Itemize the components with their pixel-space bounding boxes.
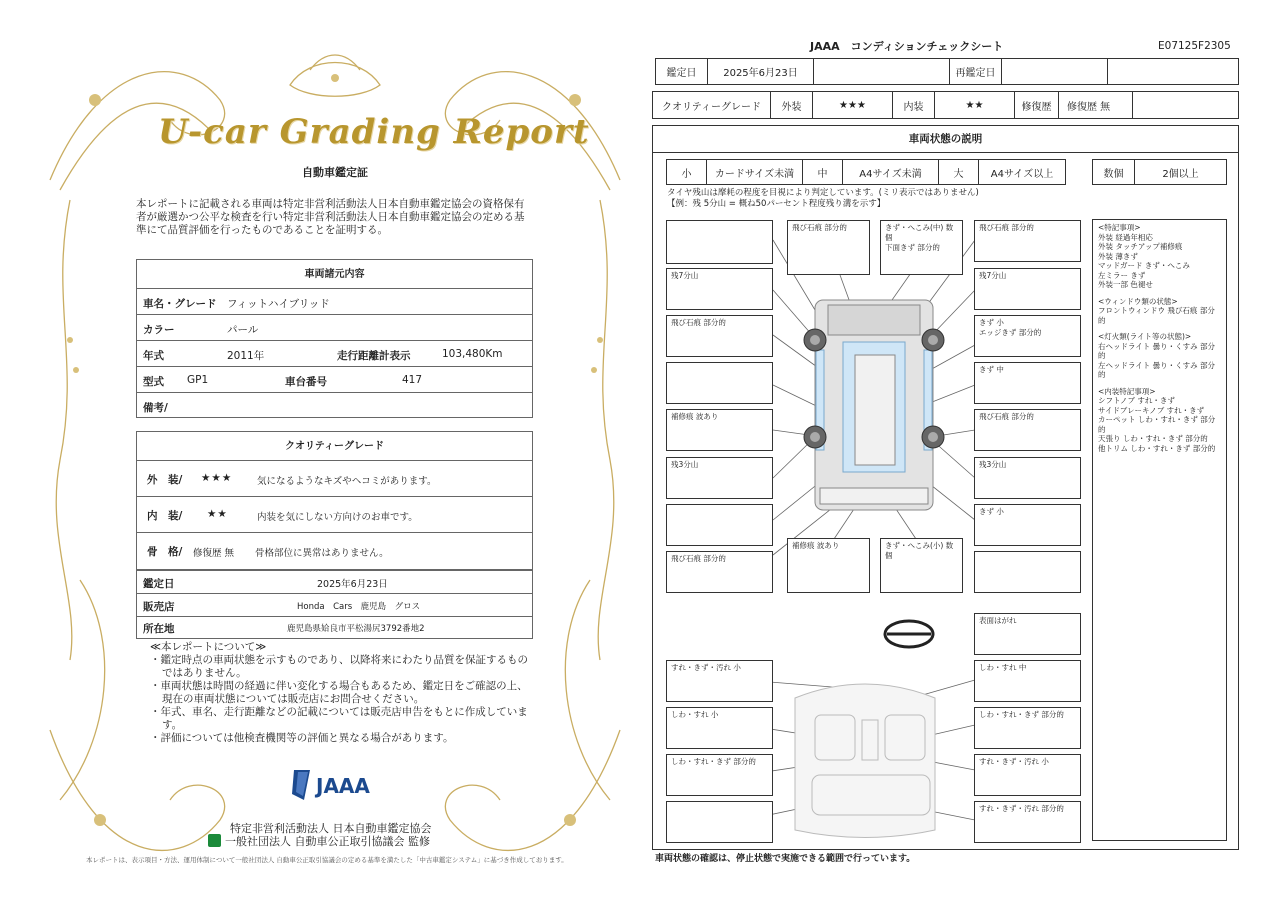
damage-box [974, 551, 1081, 593]
damage-box: 補修痕 波あり [666, 409, 773, 451]
spec-row-remarks [137, 393, 532, 417]
size-medium: 中 [803, 160, 843, 184]
sheet-title: JAAA コンディションチェックシート [810, 40, 1004, 53]
damage-box: 飛び石痕 部分的 [787, 220, 870, 275]
special-heading: <内装特記事項> [1098, 386, 1156, 396]
inspection-date-value: 2025年6月23日 [317, 579, 388, 590]
size-large: 大 [939, 160, 979, 184]
size-small: 小 [667, 160, 707, 184]
size-medium-desc: A4サイズ未満 [843, 160, 939, 184]
interior-box: すれ・きず・汚れ 小 [974, 754, 1081, 796]
special-item: マッドガード きず・へこみ [1098, 261, 1190, 270]
exterior-stars: ★★★ [201, 472, 233, 484]
note-item: ・評価については他検査機関等の評価と異なる場合があります。 [150, 732, 454, 744]
damage-box [666, 362, 773, 404]
count-legend [1092, 159, 1227, 185]
special-item: 外装 薄きず [1098, 251, 1138, 261]
jaaa-logo-text: JAAA [316, 774, 370, 798]
inspection-date-row [655, 58, 1239, 85]
chassis-label: 車台番号 [285, 376, 327, 388]
special-item: サイドブレーキノブ すれ・きず [1098, 405, 1205, 415]
note-item: ・年式、車名、走行距離などの記載については販売店申告をもとに作成しています。 [150, 706, 528, 731]
damage-box: 飛び石痕 部分的 [974, 409, 1081, 451]
damage-box [666, 220, 773, 264]
special-item: フロントウィンドウ 飛び石痕 部分的 [1098, 306, 1215, 325]
supervisor-text: 一般社団法人 自動車公正取引協議会 監修 [225, 835, 430, 848]
spec-row-color [137, 315, 532, 341]
exterior-label: 外装 [771, 92, 813, 118]
info-row-dealer [137, 594, 532, 617]
jaaa-logo-icon [290, 768, 314, 802]
year-label: 年式 [143, 350, 164, 362]
special-item: 左ヘッドライト 曇り・くすみ 部分的 [1098, 360, 1216, 379]
special-heading: <灯火類(ライト等の状態)> [1098, 332, 1192, 341]
frame-label: 骨 格/ [147, 546, 183, 558]
chassis-value: 417 [402, 374, 423, 386]
special-item: 天張り しわ・すれ・きず 部分的 [1098, 434, 1208, 443]
exterior-text: 気になるようなキズやヘコミがあります。 [257, 476, 437, 487]
special-item: 左ミラー きず [1098, 270, 1146, 280]
tyre-box-rear-right: 残3分山 [974, 457, 1081, 499]
damage-box [666, 504, 773, 546]
repair-label: 修復歴 [1015, 92, 1059, 118]
interior-box: すれ・きず・汚れ 部分的 [974, 801, 1081, 843]
color-label: カラー [143, 324, 175, 336]
tyre-box-rear-left: 残3分山 [666, 457, 773, 499]
note-item: ・鑑定時点の車両状態を示すものであり、以降将来にわたり品質を保証するものではありません。 [150, 654, 528, 679]
damage-box: 飛び石痕 部分的 [974, 220, 1081, 262]
interior-stars: ★★ [207, 508, 228, 520]
tyre-note-line2: 【例：残 5分山 = 概ね50パーセント程度残り溝を示す】 [667, 199, 886, 209]
color-value: パール [227, 324, 259, 336]
note-item: ・車両状態は時間の経過に伴い変化する場合もあるため、鑑定日をご確認の上、現在の車両状態については販売店にお問合せください。 [150, 680, 528, 705]
tyre-note [667, 188, 979, 210]
notes-title: ≪本レポートについて≫ [150, 641, 267, 653]
interior-stars: ★★ [935, 92, 1015, 118]
quality-label: クオリティーグレード [653, 92, 771, 118]
sheet-bottom-note: 車両状態の確認は、停止状態で実施できる範囲で行っています。 [655, 854, 916, 864]
info-row-date [137, 571, 532, 594]
grade-row-exterior [137, 461, 532, 497]
damage-box: 補修痕 波あり [787, 538, 870, 593]
report-notes [150, 641, 530, 745]
quality-grade-table [136, 431, 533, 570]
date-value: 2025年6月23日 [708, 59, 814, 84]
interior-box: しわ・すれ・きず 部分的 [666, 754, 773, 796]
model-value: GP1 [187, 374, 209, 386]
special-item: シフトノブ すれ・きず [1098, 396, 1175, 405]
grade-row-frame [137, 533, 532, 569]
interior-text: 内装を気にしない方向けのお車です。 [257, 512, 418, 523]
association-name: 特定非営利活動法人 日本自動車鑑定協会 [230, 822, 432, 835]
size-count-desc: 2個以上 [1162, 168, 1199, 180]
interior-label: 内 装/ [147, 510, 183, 522]
special-heading: <特記事項> [1098, 223, 1141, 232]
date-label: 鑑定日 [656, 59, 708, 84]
dealer-info-table [136, 570, 533, 639]
frame-text: 骨格部位に異常はありません。 [255, 548, 389, 559]
special-item: 外装 経過年相応 [1098, 232, 1153, 242]
interior-box: しわ・すれ・きず 部分的 [974, 707, 1081, 749]
exterior-label: 外 装/ [147, 474, 183, 486]
grade-row-interior [137, 497, 532, 533]
quality-heading: クオリティーグレード [137, 432, 532, 461]
damage-box: 飛び石痕 部分的 [666, 315, 773, 357]
tyre-box-front-right: 残7分山 [974, 268, 1081, 310]
reinspect-label: 再鑑定日 [950, 59, 1002, 84]
reinspect-blank [1108, 59, 1238, 84]
interior-label: 内装 [893, 92, 935, 118]
damage-box: きず 中 [974, 362, 1081, 404]
inspection-date-label: 鑑定日 [143, 578, 175, 590]
spec-row-model [137, 367, 532, 393]
specs-heading: 車両諸元内容 [137, 260, 532, 289]
dealer-value: Honda Cars 鹿児島 グロス [297, 602, 421, 612]
special-item: 右ヘッドライト 曇り・くすみ 部分的 [1098, 341, 1216, 360]
council-mark-icon [208, 834, 221, 847]
special-heading: <ウィンドウ類の状態> [1098, 296, 1178, 306]
size-small-desc: カードサイズ未満 [707, 160, 803, 184]
size-legend [666, 159, 1066, 185]
section-title: 車両状態の説明 [653, 126, 1238, 153]
quality-grade-row [652, 91, 1239, 119]
damage-box: きず 小 エッジきず 部分的 [974, 315, 1081, 357]
interior-box: すれ・きず・汚れ 小 [666, 660, 773, 702]
certificate-footer: 本レポートは、表示項目・方法、運用体制について一般社団法人 自動車公正取引協議会の定める基準を満たした「中古車鑑定システム」に基づき作成しております。 [86, 856, 568, 864]
size-large-desc: A4サイズ以上 [990, 168, 1054, 180]
interior-box: 表面はがれ [974, 613, 1081, 655]
mileage-label: 走行距離計表示 [337, 350, 411, 362]
special-item: 外装 タッチアップ補修痕 [1098, 242, 1183, 251]
tyre-note-line1: タイヤ残山は摩耗の程度を目視により判定しています。(ミリ表示ではありません) [667, 188, 979, 198]
damage-box: きず 小 [974, 504, 1081, 546]
report-title: U-car Grading Report [158, 112, 590, 152]
exterior-stars: ★★★ [813, 92, 893, 118]
address-value: 鹿児島県姶良市平松湯尻3792番地2 [287, 624, 425, 634]
certificate-intro: 本レポートに記載される車両は特定非営利活動法人日本自動車鑑定協会の資格保有者が厳選かつ公平な検査を行い特定非営利活動法人日本自動車鑑定協会の定める基準にて品質評価を行ったものであることを証明する。 [136, 198, 525, 236]
spec-row-year [137, 341, 532, 367]
damage-box: きず・へこみ(小) 数個 [880, 538, 963, 593]
name-value: フィットハイブリッド [227, 298, 330, 310]
special-item: カーペット しわ・すれ・きず 部分的 [1098, 415, 1216, 434]
reinspect-value [1002, 59, 1108, 84]
interior-box: しわ・すれ 中 [974, 660, 1081, 702]
name-label: 車名・グレード [143, 298, 217, 310]
interior-box: しわ・すれ 小 [666, 707, 773, 749]
special-item: 外装一部 色褪せ [1098, 280, 1153, 289]
damage-box: きず・へこみ(中) 数個 下面きず 部分的 [880, 220, 963, 275]
spec-row-name [137, 289, 532, 315]
repair-blank [1133, 92, 1238, 118]
special-item: 他トリム しわ・すれ・きず 部分的 [1098, 443, 1216, 453]
supervisor-name [208, 833, 430, 849]
year-value: 2011年 [227, 350, 265, 362]
frame-value: 修復歴 無 [193, 548, 235, 559]
date-blank [814, 59, 950, 84]
damage-box: 飛び石痕 部分的 [666, 551, 773, 593]
remarks-label: 備考/ [143, 402, 168, 414]
grading-certificate [40, 40, 630, 875]
interior-box [666, 801, 773, 843]
model-label: 型式 [143, 376, 164, 388]
certificate-subtitle: 自動車鑑定証 [302, 166, 368, 179]
info-row-address [137, 617, 532, 638]
dealer-label: 販売店 [143, 601, 175, 613]
special-notes [1092, 219, 1227, 841]
size-count: 数個 [1093, 160, 1135, 184]
tyre-box-front-left: 残7分山 [666, 268, 773, 310]
mileage-value: 103,480Km [442, 348, 503, 360]
vehicle-specs-table [136, 259, 533, 418]
sheet-id: E07125F2305 [1158, 40, 1231, 52]
address-label: 所在地 [143, 623, 175, 635]
repair-value: 修復歴 無 [1059, 92, 1133, 118]
